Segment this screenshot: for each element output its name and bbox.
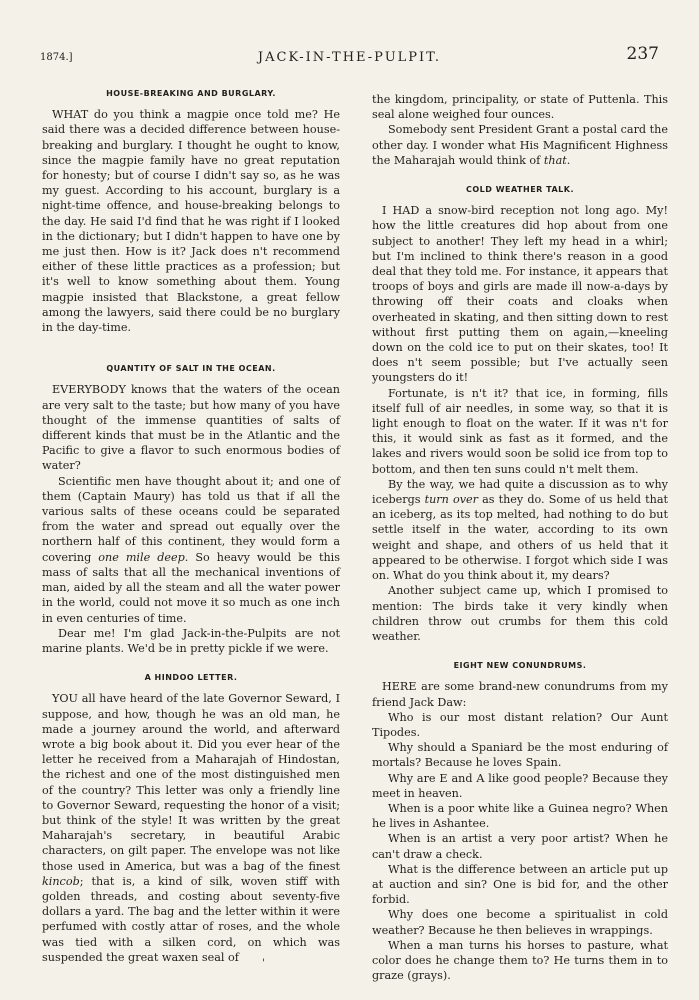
conundrums-intro: HERE are some brand-new conundrums from my friend Jack Daw: [372,680,668,709]
conundrum-item: Why are E and A like good people? Because they meet in heaven. [372,771,668,800]
salt-paragraph-3: Dear me! I'm glad Jack-in-the-Pulpits are not marine plants. We'd be in pretty pickle if we were. [42,626,340,655]
page-number: 237 [626,44,659,64]
conundrum-item: Why should a Spaniard be the most enduring of mortals? Because he loves Spain. [372,741,668,770]
hindoo-grant-paragraph: Somebody sent President Grant a postal card the other day. I wonder what His Magnificent Highness the Maharajah would think of that. [372,123,668,167]
section-title-salt: QUANTITY OF SALT IN THE OCEAN. [106,364,276,374]
conundrum-item: When is an artist a very poor artist? When he can't draw a check. [372,832,668,861]
conundrum-item: Who is our most distant relation? Our Aunt Tipodes. [372,710,668,739]
header-title: JACK-IN-THE-PULPIT. [257,50,442,65]
left-column [42,86,340,965]
header-year: 1874.] [40,52,73,63]
salt-paragraph-1: EVERYBODY knows that the waters of the ocean are very salt to the taste; but how many of you have thought of the immense quantities of salts of different kinds that must be in the Atlantic and the Pacific to give a flavor to such enormous bodies of water? [42,383,340,473]
conundrum-item: What is the difference between an article put up at auction and sin? One is bid for, and the other forbid. [372,862,668,907]
cold-paragraph-1: I HAD a snow-bird reception not long ago. My! how the little creatures did hop about from one subject to another! They left my head in a whirl; but I'm inclined to think there's reason in a good deal that they told me. For instance, it appears that troops of boys and girls are made ill now-a-days by throwing off their coats and cloaks when overheated in skating, and then sitting down to rest without first putting them on again,—kneeling down on the cold ice to put on their skates, too! It does n't seem possible; but I've actually seen youngsters do it! [372,204,668,385]
hindoo-continuation: the kingdom, principality, or state of Puttenla. This seal alone weighed four ounces. [372,93,668,122]
section-title-house-breaking: HOUSE-BREAKING AND BURGLARY. [106,89,276,98]
section-title-cold-weather: COLD WEATHER TALK. [466,185,574,195]
cold-paragraph-4: Another subject came up, which I promised to mention: The birds take it very kindly when children throw out crumbs for them this cold weather. [372,584,668,643]
conundrum-item: When a man turns his horses to pasture, what color does he change them to? He turns them in to graze (grays). [372,938,668,983]
footer-mark: ' [262,958,265,969]
house-breaking-paragraph: WHAT do you think a magpie once told me? He said there was a decided difference between house-breaking and burglary. I thought he ought to know, since the magpie family have no great reputation for honesty; but of course I didn't say so, as he was my guest. According to his account, burglary is a night-time offence, and house-breaking belongs to the day. He said I'd find that he was right if I looked in the dictionary; but I didn't happen to have one by me just then. How is it? Jack does n't recommend either of these little practices as a profession; but it's well to know something about them. Young magpie insisted that Blackstone, a great fellow among the lawyers, said there could be no burglary in the day-time. [42,108,340,335]
section-title-hindoo: A HINDOO LETTER. [144,673,238,683]
conundrum-item: When is a poor white like a Guinea negro? When he lives in Ashantee. [372,801,668,831]
cold-paragraph-3: By the way, we had quite a discussion as to why icebergs turn over as they do. Some of us held that an iceberg, as its top melted, had nothing to do but settle itself in the water, according to its own weight and shape, and others of us held that it appeared to be otherwise. I forgot which side I was on. What do you think about it, my dears? [372,477,668,583]
running-header [40,44,659,70]
right-column [372,92,668,983]
hindoo-paragraph: YOU all have heard of the late Governor Seward, I suppose, and how, though he was an old man, he made a journey around the world, and afterward wrote a big book about it. Did you ever hear of the letter he received from a Maharajah of Hindostan, the richest and one of the most distinguished men of the country? This letter was only a friendly line to Governor Seward, requesting the honor of a visit; but think of the style! It was written by the great Maharajah's secretary, in beautiful Arabic characters, on gilt paper. The envelope was not like those used in America, but was a bag of the finest kincob; that is, a kind of silk, woven stiff with golden threads, and costing about seventy-five dollars a yard. The bag and the letter within it were perfumed with costly attar of roses, and the whole was tied with a silken cord, on which was suspended the great waxen seal of [42,692,340,964]
salt-paragraph-2: Scientific men have thought about it; and one of them (Captain Maury) has told us that if all the various salts of these oceans could be separated from the water and spread out equally over the northern half of this continent, they would form a covering one mile deep. So heavy would be this mass of salts that all the mechanical inventions of man, aided by all the steam and all the water power in the world, could not move it so much as one inch in even centuries of time. [42,474,341,625]
cold-paragraph-2: Fortunate, is n't it? that ice, in forming, fills itself full of air needles, in some way, so that it is light enough to float on the water. If it was n't for this, it would sink as fast as it formed, and the lakes and rivers would soon be solid ice from top to bottom, and then ten suns could n't melt them. [372,386,668,476]
section-title-conundrums: EIGHT NEW CONUNDRUMS. [453,661,587,671]
conundrum-item: Why does one become a spiritualist in cold weather? Because he then believes in wrappings. [372,908,668,937]
